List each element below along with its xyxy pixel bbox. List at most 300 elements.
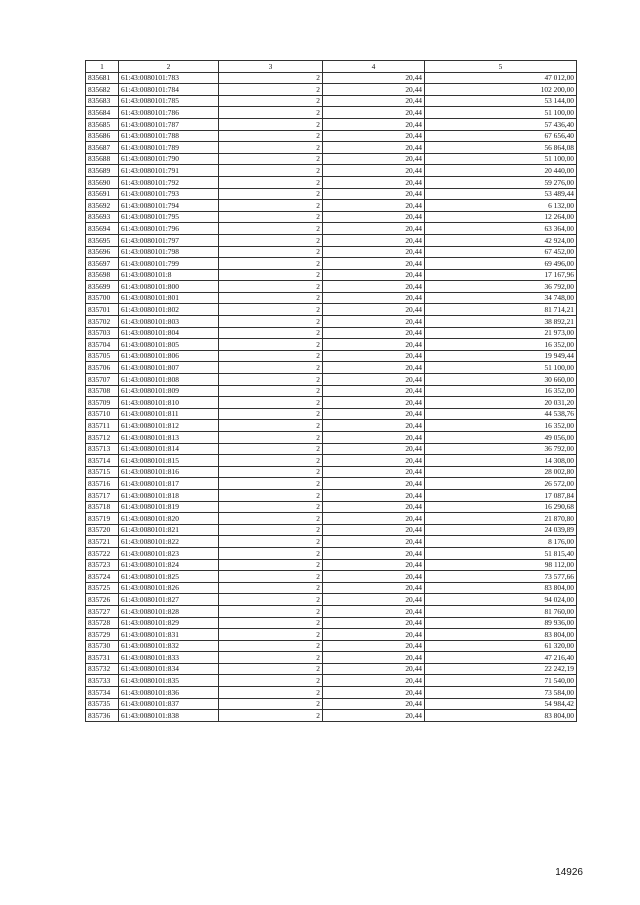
- category-cell: 2: [219, 675, 323, 687]
- table-row: [86, 513, 577, 525]
- cadastral-number-cell: 61:43:0080101:796: [119, 223, 219, 235]
- category-cell: 2: [219, 432, 323, 444]
- rate-cell: 20,44: [323, 246, 425, 258]
- cadastral-number-cell: 61:43:0080101:803: [119, 316, 219, 328]
- rate-cell: 20,44: [323, 118, 425, 130]
- category-cell: 2: [219, 466, 323, 478]
- value-cell: 56 864,08: [425, 142, 577, 154]
- header-cell-2: 2: [119, 61, 219, 73]
- cadastral-number-cell: 61:43:0080101:793: [119, 188, 219, 200]
- cadastral-number-cell: 61:43:0080101:792: [119, 176, 219, 188]
- record-number-cell: 835711: [86, 420, 119, 432]
- cadastral-number-cell: 61:43:0080101:827: [119, 594, 219, 606]
- record-number-cell: 835684: [86, 107, 119, 119]
- cadastral-number-cell: 61:43:0080101:801: [119, 292, 219, 304]
- category-cell: 2: [219, 455, 323, 467]
- category-cell: 2: [219, 443, 323, 455]
- cadastral-number-cell: 61:43:0080101:838: [119, 710, 219, 722]
- value-cell: 47 012,00: [425, 72, 577, 84]
- table-row: [86, 408, 577, 420]
- table-row: [86, 547, 577, 559]
- value-cell: 51 815,40: [425, 547, 577, 559]
- rate-cell: 20,44: [323, 72, 425, 84]
- value-cell: 53 489,44: [425, 188, 577, 200]
- cadastral-number-cell: 61:43:0080101:828: [119, 605, 219, 617]
- record-number-cell: 835730: [86, 640, 119, 652]
- rate-cell: 20,44: [323, 281, 425, 293]
- category-cell: 2: [219, 513, 323, 525]
- category-cell: 2: [219, 617, 323, 629]
- record-number-cell: 835721: [86, 536, 119, 548]
- category-cell: 2: [219, 524, 323, 536]
- table-row: [86, 455, 577, 467]
- header-cell-3: 3: [219, 61, 323, 73]
- value-cell: 28 002,80: [425, 466, 577, 478]
- rate-cell: 20,44: [323, 710, 425, 722]
- category-cell: 2: [219, 107, 323, 119]
- value-cell: 71 540,00: [425, 675, 577, 687]
- rate-cell: 20,44: [323, 559, 425, 571]
- value-cell: 14 308,00: [425, 455, 577, 467]
- table-row: [86, 107, 577, 119]
- record-number-cell: 835704: [86, 339, 119, 351]
- cadastral-number-cell: 61:43:0080101:794: [119, 200, 219, 212]
- table-row: [86, 84, 577, 96]
- record-number-cell: 835706: [86, 362, 119, 374]
- record-number-cell: 835725: [86, 582, 119, 594]
- rate-cell: 20,44: [323, 629, 425, 641]
- record-number-cell: 835701: [86, 304, 119, 316]
- table-row: [86, 350, 577, 362]
- value-cell: 83 804,00: [425, 582, 577, 594]
- cadastral-number-cell: 61:43:0080101:784: [119, 84, 219, 96]
- category-cell: 2: [219, 176, 323, 188]
- cadastral-number-cell: 61:43:0080101:819: [119, 501, 219, 513]
- value-cell: 89 936,00: [425, 617, 577, 629]
- table-row: [86, 582, 577, 594]
- rate-cell: 20,44: [323, 420, 425, 432]
- category-cell: 2: [219, 304, 323, 316]
- table-header: [86, 61, 577, 73]
- category-cell: 2: [219, 547, 323, 559]
- rate-cell: 20,44: [323, 327, 425, 339]
- value-cell: 16 290,68: [425, 501, 577, 513]
- value-cell: 8 176,00: [425, 536, 577, 548]
- table-row: [86, 663, 577, 675]
- rate-cell: 20,44: [323, 362, 425, 374]
- cadastral-number-cell: 61:43:0080101:834: [119, 663, 219, 675]
- record-number-cell: 835693: [86, 211, 119, 223]
- rate-cell: 20,44: [323, 107, 425, 119]
- record-number-cell: 835734: [86, 687, 119, 699]
- table-row: [86, 594, 577, 606]
- record-number-cell: 835682: [86, 84, 119, 96]
- record-number-cell: 835709: [86, 397, 119, 409]
- table-row: [86, 234, 577, 246]
- header-cell-1: 1: [86, 61, 119, 73]
- rate-cell: 20,44: [323, 397, 425, 409]
- value-cell: 67 452,00: [425, 246, 577, 258]
- cadastral-number-cell: 61:43:0080101:783: [119, 72, 219, 84]
- table-row: [86, 501, 577, 513]
- record-number-cell: 835694: [86, 223, 119, 235]
- category-cell: 2: [219, 234, 323, 246]
- table-row: [86, 629, 577, 641]
- record-number-cell: 835728: [86, 617, 119, 629]
- rate-cell: 20,44: [323, 640, 425, 652]
- cadastral-number-cell: 61:43:0080101:822: [119, 536, 219, 548]
- record-number-cell: 835733: [86, 675, 119, 687]
- record-number-cell: 835700: [86, 292, 119, 304]
- table-row: [86, 432, 577, 444]
- rate-cell: 20,44: [323, 176, 425, 188]
- cadastral-number-cell: 61:43:0080101:804: [119, 327, 219, 339]
- record-number-cell: 835715: [86, 466, 119, 478]
- cadastral-number-cell: 61:43:0080101:812: [119, 420, 219, 432]
- table-row: [86, 397, 577, 409]
- rate-cell: 20,44: [323, 617, 425, 629]
- table-row: [86, 675, 577, 687]
- rate-cell: 20,44: [323, 663, 425, 675]
- cadastral-number-cell: 61:43:0080101:805: [119, 339, 219, 351]
- table-row: [86, 559, 577, 571]
- record-number-cell: 835685: [86, 118, 119, 130]
- rate-cell: 20,44: [323, 304, 425, 316]
- rate-cell: 20,44: [323, 443, 425, 455]
- value-cell: 69 496,00: [425, 258, 577, 270]
- table-row: [86, 258, 577, 270]
- header-cell-4: 4: [323, 61, 425, 73]
- value-cell: 59 276,00: [425, 176, 577, 188]
- category-cell: 2: [219, 582, 323, 594]
- category-cell: 2: [219, 420, 323, 432]
- record-number-cell: 835731: [86, 652, 119, 664]
- record-number-cell: 835724: [86, 571, 119, 583]
- cadastral-number-cell: 61:43:0080101:787: [119, 118, 219, 130]
- record-number-cell: 835723: [86, 559, 119, 571]
- value-cell: 49 056,00: [425, 432, 577, 444]
- table-row: [86, 72, 577, 84]
- cadastral-number-cell: 61:43:0080101:795: [119, 211, 219, 223]
- rate-cell: 20,44: [323, 582, 425, 594]
- value-cell: 26 572,00: [425, 478, 577, 490]
- table-row: [86, 571, 577, 583]
- category-cell: 2: [219, 200, 323, 212]
- value-cell: 53 144,00: [425, 95, 577, 107]
- record-number-cell: 835699: [86, 281, 119, 293]
- cadastral-number-cell: 61:43:0080101:815: [119, 455, 219, 467]
- category-cell: 2: [219, 710, 323, 722]
- record-number-cell: 835726: [86, 594, 119, 606]
- category-cell: 2: [219, 118, 323, 130]
- rate-cell: 20,44: [323, 408, 425, 420]
- category-cell: 2: [219, 559, 323, 571]
- table-row: [86, 165, 577, 177]
- category-cell: 2: [219, 258, 323, 270]
- record-number-cell: 835736: [86, 710, 119, 722]
- cadastral-number-cell: 61:43:0080101:816: [119, 466, 219, 478]
- category-cell: 2: [219, 165, 323, 177]
- category-cell: 2: [219, 327, 323, 339]
- table-row: [86, 374, 577, 386]
- cadastral-number-cell: 61:43:0080101:837: [119, 698, 219, 710]
- cadastral-number-cell: 61:43:0080101:833: [119, 652, 219, 664]
- value-cell: 44 538,76: [425, 408, 577, 420]
- table-row: [86, 339, 577, 351]
- page-number: 14926: [555, 867, 583, 878]
- rate-cell: 20,44: [323, 292, 425, 304]
- rate-cell: 20,44: [323, 339, 425, 351]
- cadastral-number-cell: 61:43:0080101:789: [119, 142, 219, 154]
- value-cell: 81 760,00: [425, 605, 577, 617]
- category-cell: 2: [219, 339, 323, 351]
- category-cell: 2: [219, 629, 323, 641]
- record-number-cell: 835716: [86, 478, 119, 490]
- value-cell: 83 804,00: [425, 629, 577, 641]
- record-number-cell: 835729: [86, 629, 119, 641]
- value-cell: 17 087,84: [425, 489, 577, 501]
- table-row: [86, 118, 577, 130]
- table-row: [86, 652, 577, 664]
- rate-cell: 20,44: [323, 478, 425, 490]
- value-cell: 17 167,96: [425, 269, 577, 281]
- value-cell: 20 031,20: [425, 397, 577, 409]
- cadastral-number-cell: 61:43:0080101:811: [119, 408, 219, 420]
- rate-cell: 20,44: [323, 142, 425, 154]
- value-cell: 51 100,00: [425, 153, 577, 165]
- cadastral-number-cell: 61:43:0080101:829: [119, 617, 219, 629]
- table-row: [86, 536, 577, 548]
- category-cell: 2: [219, 223, 323, 235]
- category-cell: 2: [219, 281, 323, 293]
- value-cell: 57 436,40: [425, 118, 577, 130]
- category-cell: 2: [219, 211, 323, 223]
- category-cell: 2: [219, 687, 323, 699]
- value-cell: 51 100,00: [425, 107, 577, 119]
- cadastral-number-cell: 61:43:0080101:8: [119, 269, 219, 281]
- value-cell: 73 577,66: [425, 571, 577, 583]
- cadastral-number-cell: 61:43:0080101:835: [119, 675, 219, 687]
- table-row: [86, 640, 577, 652]
- value-cell: 51 100,00: [425, 362, 577, 374]
- table-row: [86, 617, 577, 629]
- cadastral-number-cell: 61:43:0080101:826: [119, 582, 219, 594]
- rate-cell: 20,44: [323, 153, 425, 165]
- value-cell: 67 656,40: [425, 130, 577, 142]
- record-number-cell: 835713: [86, 443, 119, 455]
- category-cell: 2: [219, 698, 323, 710]
- cadastral-number-cell: 61:43:0080101:800: [119, 281, 219, 293]
- table-row: [86, 698, 577, 710]
- rate-cell: 20,44: [323, 547, 425, 559]
- record-number-cell: 835708: [86, 385, 119, 397]
- category-cell: 2: [219, 130, 323, 142]
- cadastral-number-cell: 61:43:0080101:823: [119, 547, 219, 559]
- record-number-cell: 835719: [86, 513, 119, 525]
- table-row: [86, 605, 577, 617]
- value-cell: 42 924,00: [425, 234, 577, 246]
- rate-cell: 20,44: [323, 432, 425, 444]
- table-row: [86, 710, 577, 722]
- rate-cell: 20,44: [323, 211, 425, 223]
- rate-cell: 20,44: [323, 466, 425, 478]
- cadastral-number-cell: 61:43:0080101:821: [119, 524, 219, 536]
- rate-cell: 20,44: [323, 200, 425, 212]
- cadastral-number-cell: 61:43:0080101:788: [119, 130, 219, 142]
- header-row: [86, 61, 577, 73]
- value-cell: 61 320,00: [425, 640, 577, 652]
- table-row: [86, 142, 577, 154]
- record-number-cell: 835691: [86, 188, 119, 200]
- rate-cell: 20,44: [323, 350, 425, 362]
- cadastral-number-cell: 61:43:0080101:810: [119, 397, 219, 409]
- value-cell: 6 132,00: [425, 200, 577, 212]
- category-cell: 2: [219, 269, 323, 281]
- cadastral-number-cell: 61:43:0080101:814: [119, 443, 219, 455]
- table-row: [86, 188, 577, 200]
- table-row: [86, 153, 577, 165]
- record-number-cell: 835686: [86, 130, 119, 142]
- value-cell: 19 949,44: [425, 350, 577, 362]
- rate-cell: 20,44: [323, 188, 425, 200]
- category-cell: 2: [219, 501, 323, 513]
- cadastral-number-cell: 61:43:0080101:818: [119, 489, 219, 501]
- rate-cell: 20,44: [323, 165, 425, 177]
- record-number-cell: 835707: [86, 374, 119, 386]
- rate-cell: 20,44: [323, 223, 425, 235]
- table-row: [86, 304, 577, 316]
- rate-cell: 20,44: [323, 652, 425, 664]
- cadastral-number-cell: 61:43:0080101:831: [119, 629, 219, 641]
- table-row: [86, 489, 577, 501]
- value-cell: 16 352,00: [425, 385, 577, 397]
- table-row: [86, 200, 577, 212]
- category-cell: 2: [219, 640, 323, 652]
- table-row: [86, 269, 577, 281]
- cadastral-number-cell: 61:43:0080101:799: [119, 258, 219, 270]
- cadastral-number-cell: 61:43:0080101:802: [119, 304, 219, 316]
- table-row: [86, 687, 577, 699]
- cadastral-number-cell: 61:43:0080101:785: [119, 95, 219, 107]
- cadastral-number-cell: 61:43:0080101:808: [119, 374, 219, 386]
- value-cell: 54 984,42: [425, 698, 577, 710]
- cadastral-number-cell: 61:43:0080101:825: [119, 571, 219, 583]
- table-row: [86, 246, 577, 258]
- cadastral-number-cell: 61:43:0080101:817: [119, 478, 219, 490]
- cadastral-number-cell: 61:43:0080101:832: [119, 640, 219, 652]
- value-cell: 102 200,00: [425, 84, 577, 96]
- table-row: [86, 420, 577, 432]
- cadastral-number-cell: 61:43:0080101:798: [119, 246, 219, 258]
- record-number-cell: 835720: [86, 524, 119, 536]
- value-cell: 98 112,00: [425, 559, 577, 571]
- rate-cell: 20,44: [323, 687, 425, 699]
- record-number-cell: 835712: [86, 432, 119, 444]
- cadastral-number-cell: 61:43:0080101:807: [119, 362, 219, 374]
- value-cell: 34 748,00: [425, 292, 577, 304]
- table-row: [86, 362, 577, 374]
- category-cell: 2: [219, 188, 323, 200]
- record-number-cell: 835697: [86, 258, 119, 270]
- value-cell: 81 714,21: [425, 304, 577, 316]
- rate-cell: 20,44: [323, 605, 425, 617]
- value-cell: 12 264,00: [425, 211, 577, 223]
- value-cell: 73 584,00: [425, 687, 577, 699]
- rate-cell: 20,44: [323, 374, 425, 386]
- cadastral-number-cell: 61:43:0080101:806: [119, 350, 219, 362]
- record-number-cell: 835705: [86, 350, 119, 362]
- table-row: [86, 327, 577, 339]
- cadastral-number-cell: 61:43:0080101:820: [119, 513, 219, 525]
- category-cell: 2: [219, 350, 323, 362]
- category-cell: 2: [219, 408, 323, 420]
- category-cell: 2: [219, 72, 323, 84]
- rate-cell: 20,44: [323, 594, 425, 606]
- record-number-cell: 835722: [86, 547, 119, 559]
- value-cell: 36 792,00: [425, 281, 577, 293]
- category-cell: 2: [219, 292, 323, 304]
- record-number-cell: 835683: [86, 95, 119, 107]
- table-row: [86, 281, 577, 293]
- rate-cell: 20,44: [323, 513, 425, 525]
- cadastral-number-cell: 61:43:0080101:813: [119, 432, 219, 444]
- table-row: [86, 95, 577, 107]
- table-body: [86, 72, 577, 721]
- rate-cell: 20,44: [323, 385, 425, 397]
- table-row: [86, 223, 577, 235]
- record-number-cell: 835690: [86, 176, 119, 188]
- record-number-cell: 835702: [86, 316, 119, 328]
- value-cell: 83 804,00: [425, 710, 577, 722]
- record-number-cell: 835696: [86, 246, 119, 258]
- value-cell: 16 352,00: [425, 420, 577, 432]
- category-cell: 2: [219, 663, 323, 675]
- category-cell: 2: [219, 374, 323, 386]
- cadastral-number-cell: 61:43:0080101:809: [119, 385, 219, 397]
- record-number-cell: 835735: [86, 698, 119, 710]
- rate-cell: 20,44: [323, 536, 425, 548]
- record-number-cell: 835698: [86, 269, 119, 281]
- record-number-cell: 835727: [86, 605, 119, 617]
- table-row: [86, 211, 577, 223]
- value-cell: 47 216,40: [425, 652, 577, 664]
- category-cell: 2: [219, 362, 323, 374]
- record-number-cell: 835717: [86, 489, 119, 501]
- value-cell: 22 242,19: [425, 663, 577, 675]
- table-row: [86, 316, 577, 328]
- record-number-cell: 835714: [86, 455, 119, 467]
- rate-cell: 20,44: [323, 95, 425, 107]
- rate-cell: 20,44: [323, 489, 425, 501]
- table-row: [86, 524, 577, 536]
- record-number-cell: 835732: [86, 663, 119, 675]
- rate-cell: 20,44: [323, 269, 425, 281]
- cadastral-number-cell: 61:43:0080101:824: [119, 559, 219, 571]
- record-number-cell: 835692: [86, 200, 119, 212]
- record-number-cell: 835688: [86, 153, 119, 165]
- record-number-cell: 835689: [86, 165, 119, 177]
- category-cell: 2: [219, 142, 323, 154]
- rate-cell: 20,44: [323, 675, 425, 687]
- value-cell: 21 973,00: [425, 327, 577, 339]
- value-cell: 38 892,21: [425, 316, 577, 328]
- category-cell: 2: [219, 489, 323, 501]
- cadastral-number-cell: 61:43:0080101:836: [119, 687, 219, 699]
- rate-cell: 20,44: [323, 571, 425, 583]
- table-row: [86, 176, 577, 188]
- table-row: [86, 130, 577, 142]
- table-row: [86, 443, 577, 455]
